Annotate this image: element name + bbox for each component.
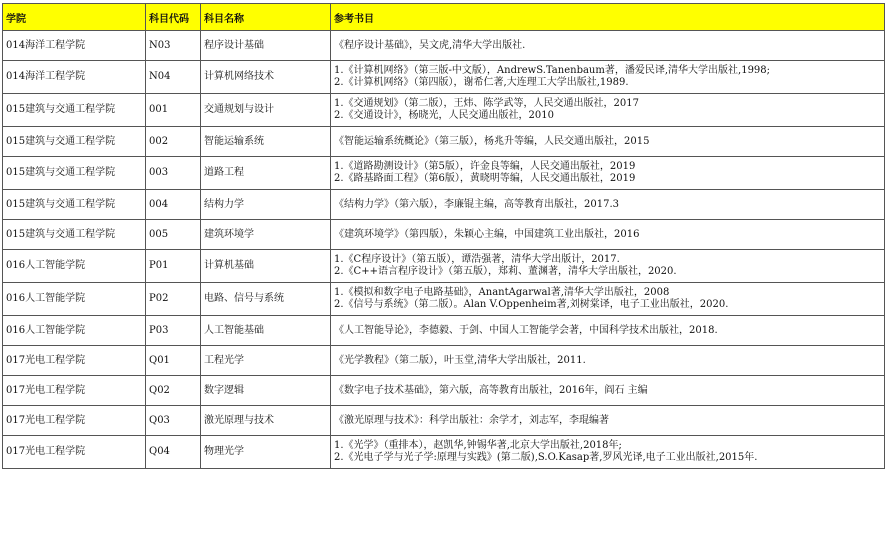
table-row	[3, 346, 885, 376]
reference-book-line: 《人工智能导论》，李德毅、于剑、中国人工智能学会著，中国科学技术出版社，2018.	[334, 324, 718, 336]
subject-code-cell: 004	[146, 190, 201, 220]
reference-book-line: 2.《光电子学与光子学:原理与实践》(第二版),S.O.Kasap著,罗风光译,电子工业出版社,2015年.	[334, 452, 758, 463]
reference-table-container	[2, 3, 885, 469]
table-row	[3, 316, 885, 346]
subject-name-cell: 人工智能基础	[201, 316, 331, 346]
subject-code-cell: Q03	[146, 406, 201, 436]
reference-book-line: 《结构力学》（第六版），李廉锟主编，高等教育出版社，2017.3	[334, 198, 619, 210]
reference-book-line: 1.《交通规划》（第二版），王炜、陈学武等，人民交通出版社，2017	[334, 98, 639, 109]
reference-book-line: 《光学教程》（第二版），叶玉堂,清华大学出版社，2011.	[334, 354, 586, 366]
subject-name-cell: 工程光学	[201, 346, 331, 376]
college-cell: 015建筑与交通工程学院	[3, 220, 146, 250]
subject-code-cell: 002	[146, 127, 201, 157]
subject-code-cell: 001	[146, 94, 201, 127]
college-cell: 017光电工程学院	[3, 346, 146, 376]
reference-book-line: 《建筑环境学》（第四版），朱颖心主编，中国建筑工业出版社，2016	[334, 228, 640, 240]
college-cell: 015建筑与交通工程学院	[3, 94, 146, 127]
subject-name-cell: 计算机网络技术	[201, 61, 331, 94]
reference-books-cell	[331, 61, 885, 94]
subject-name-cell: 程序设计基础	[201, 31, 331, 61]
table-row	[3, 61, 885, 94]
table-header-row	[3, 4, 885, 31]
college-cell: 015建筑与交通工程学院	[3, 157, 146, 190]
header-subject-code: 科目代码	[146, 4, 201, 31]
reference-books-cell	[331, 250, 885, 283]
college-cell: 014海洋工程学院	[3, 61, 146, 94]
reference-books-cell	[331, 283, 885, 316]
table-row	[3, 406, 885, 436]
subject-name-cell: 电路、信号与系统	[201, 283, 331, 316]
table-row	[3, 127, 885, 157]
reference-book-line: 2.《路基路面工程》（第6版），黄晓明等编，人民交通出版社，2019	[334, 173, 636, 184]
subject-code-cell: Q02	[146, 376, 201, 406]
college-cell: 016人工智能学院	[3, 250, 146, 283]
table-row	[3, 250, 885, 283]
reference-book-line: 《数字电子技术基础》，第六版，高等教育出版社，2016年，阎石 主编	[334, 384, 648, 396]
table-row	[3, 376, 885, 406]
table-row	[3, 283, 885, 316]
header-reference-books: 参考书目	[331, 4, 885, 31]
reference-book-table	[2, 3, 885, 469]
subject-code-cell: Q04	[146, 436, 201, 469]
table-row	[3, 94, 885, 127]
reference-books-cell	[331, 346, 885, 376]
subject-name-cell: 激光原理与技术	[201, 406, 331, 436]
college-cell: 015建筑与交通工程学院	[3, 127, 146, 157]
reference-book-line: 2.《计算机网络》（第四版），谢希仁著,大连理工大学出版社,1989.	[334, 77, 629, 88]
reference-books-cell	[331, 220, 885, 250]
table-row	[3, 190, 885, 220]
reference-book-line: 2.《交通设计》，杨晓光，人民交通出版社，2010	[334, 110, 554, 121]
subject-name-cell: 交通规划与设计	[201, 94, 331, 127]
subject-name-cell: 物理光学	[201, 436, 331, 469]
college-cell: 015建筑与交通工程学院	[3, 190, 146, 220]
college-cell: 016人工智能学院	[3, 283, 146, 316]
reference-book-line: 《智能运输系统概论》（第三版），杨兆升等编，人民交通出版社，2015	[334, 135, 650, 147]
table-body	[3, 31, 885, 469]
reference-books-cell	[331, 94, 885, 127]
subject-name-cell: 数字逻辑	[201, 376, 331, 406]
header-college: 学院	[3, 4, 146, 31]
subject-name-cell: 道路工程	[201, 157, 331, 190]
reference-book-line: 1.《光学》（重排本），赵凯华,钟锡华著,北京大学出版社,2018年;	[334, 440, 622, 451]
table-row	[3, 436, 885, 469]
subject-code-cell: 005	[146, 220, 201, 250]
reference-book-line: 1.《计算机网络》（第三版-中文版），AndrewS.Tanenbaum著，潘爱民译,清华大学出版社,1998;	[334, 65, 771, 76]
reference-books-cell	[331, 316, 885, 346]
reference-books-cell	[331, 31, 885, 61]
reference-books-cell	[331, 406, 885, 436]
subject-code-cell: Q01	[146, 346, 201, 376]
subject-code-cell: P03	[146, 316, 201, 346]
table-row	[3, 157, 885, 190]
reference-book-line: 1.《模拟和数字电子电路基础》，AnantAgarwal著,清华大学出版社，2008	[334, 287, 670, 298]
table-row	[3, 31, 885, 61]
reference-book-line: 1.《C程序设计》（第五版），谭浩强著，清华大学出版计，2017.	[334, 254, 620, 265]
subject-name-cell: 智能运输系统	[201, 127, 331, 157]
reference-books-cell	[331, 436, 885, 469]
reference-book-line: 《程序设计基础》，吴文虎,清华大学出版社.	[334, 39, 526, 51]
college-cell: 017光电工程学院	[3, 406, 146, 436]
college-cell: 016人工智能学院	[3, 316, 146, 346]
reference-books-cell	[331, 376, 885, 406]
table-row	[3, 220, 885, 250]
reference-books-cell	[331, 190, 885, 220]
subject-code-cell: 003	[146, 157, 201, 190]
subject-name-cell: 建筑环境学	[201, 220, 331, 250]
reference-book-line: 1.《道路勘测设计》（第5版），许金良等编，人民交通出版社，2019	[334, 161, 636, 172]
college-cell: 017光电工程学院	[3, 376, 146, 406]
reference-books-cell	[331, 157, 885, 190]
subject-code-cell: P02	[146, 283, 201, 316]
subject-code-cell: N03	[146, 31, 201, 61]
reference-book-line: 2.《C++语言程序设计》（第五版），郑莉、董渊著，清华大学出版社，2020.	[334, 266, 677, 277]
college-cell: 014海洋工程学院	[3, 31, 146, 61]
header-subject-name: 科目名称	[201, 4, 331, 31]
subject-name-cell: 结构力学	[201, 190, 331, 220]
reference-book-line: 《激光原理与技术》：科学出版社：余学才，刘志军，李琨编著	[334, 414, 609, 426]
subject-name-cell: 计算机基础	[201, 250, 331, 283]
college-cell: 017光电工程学院	[3, 436, 146, 469]
reference-books-cell	[331, 127, 885, 157]
subject-code-cell: N04	[146, 61, 201, 94]
subject-code-cell: P01	[146, 250, 201, 283]
reference-book-line: 2.《信号与系统》（第二版）。Alan V.Oppenheim著,刘树棠译，电子工业出版社，2020.	[334, 299, 729, 310]
